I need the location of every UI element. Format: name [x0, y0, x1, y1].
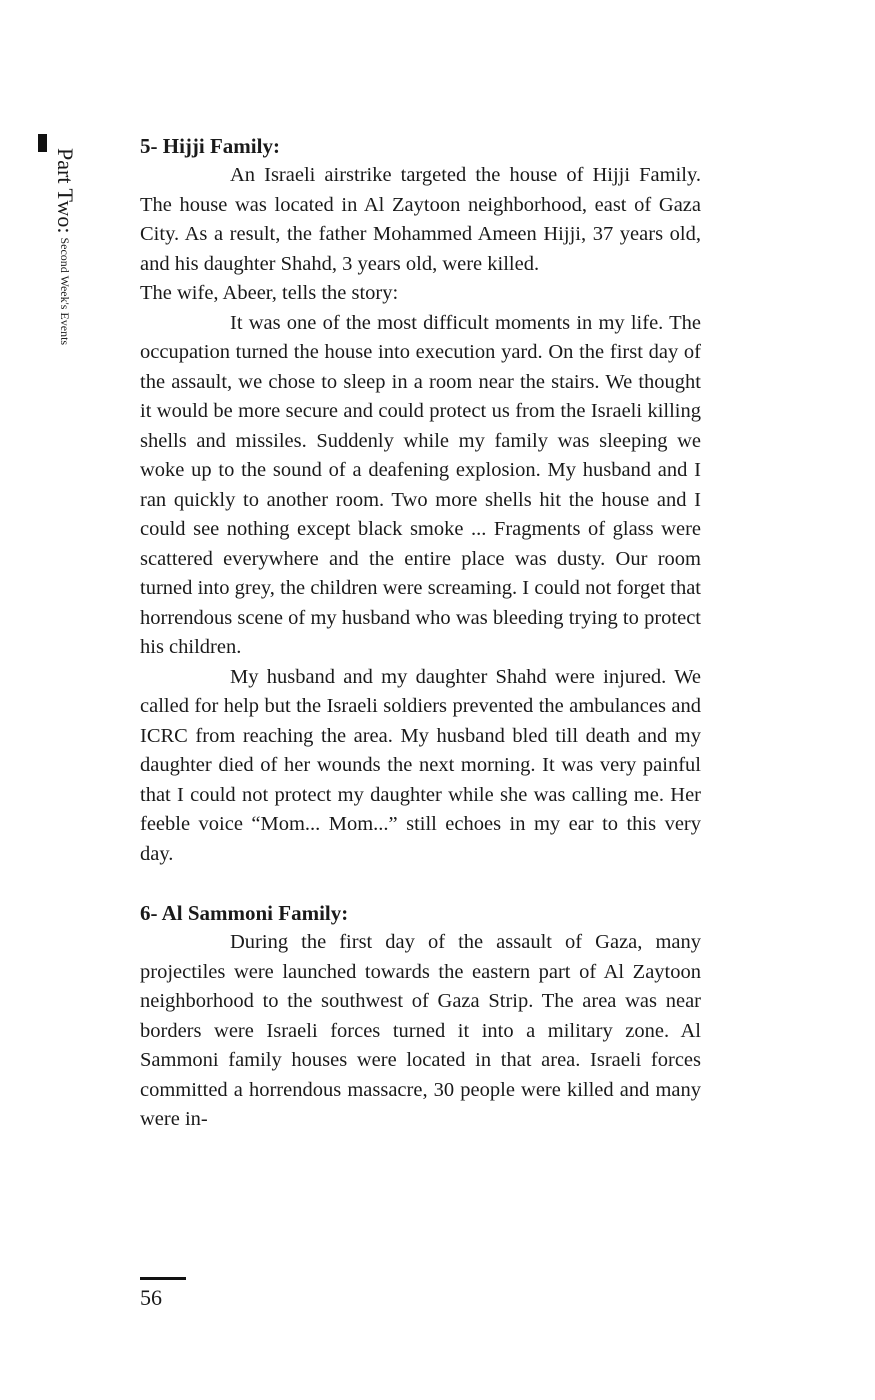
page-number: 56 — [140, 1285, 162, 1310]
paragraph: During the first day of the assault of Gaza, many projectiles were launched towards the eastern part of Al Zaytoon neighborhood to the southwest of Gaza Strip. The area was near borders were Israeli forces turned it into a military zone. Al Sammoni family houses were located in that area. Israeli forces committed a horrendous massacre, 30 people were killed and many were in- — [140, 931, 701, 1130]
section-heading-al-sammoni: 6- Al Sammoni Family: — [140, 901, 349, 925]
running-head-part: Part Two — [53, 148, 78, 228]
footer-rule — [140, 1277, 186, 1280]
running-head-separator: : — [53, 227, 78, 234]
section-gap — [140, 869, 701, 899]
paragraph: An Israeli airstrike targeted the house of Hijji Family. The house was located in Al Zaytoon neighborhood, east of Gaza City. As a result, the father Mohammed Ameen Hijji, 37 years old, and his daughter Shahd, 3 years old, were killed. — [140, 164, 701, 275]
page-body — [140, 132, 701, 1135]
paragraph: It was one of the most difficult moments in my life. The occupation turned the house into execution yard. On the first day of the assault, we chose to sleep in a room near the stairs. We thought it would be more secure and could protect us from the Israeli killing shells and missiles. Suddenly while my family was sleeping we woke up to the sound of a deafening explosion. My husband and I ran quickly to another room. Two more shells hit the house and I could see nothing except black smoke ... Fragments of glass were scattered everywhere and the entire place was dusty. Our room turned into grey, the children were screaming. I could not forget that horrendous scene of my husband who was bleeding trying to protect his children. — [140, 311, 701, 658]
running-head — [54, 148, 76, 345]
paragraph: The wife, Abeer, tells the story: — [140, 282, 399, 304]
section-heading-hijji: 5- Hijji Family: — [140, 134, 280, 158]
running-head-section: Second Week's Events — [58, 237, 72, 346]
running-head-marker — [38, 134, 47, 152]
paragraph: My husband and my daughter Shahd were injured. We called for help but the Israeli soldiers prevented the ambulances and ICRC from reaching the area. My husband bled till death and my daughter died of her wounds the next morning. It was very painful that I could not protect my daughter while she was calling me. Her feeble voice “Mom... Mom...” still echoes in my ear to this very day. — [140, 665, 701, 865]
